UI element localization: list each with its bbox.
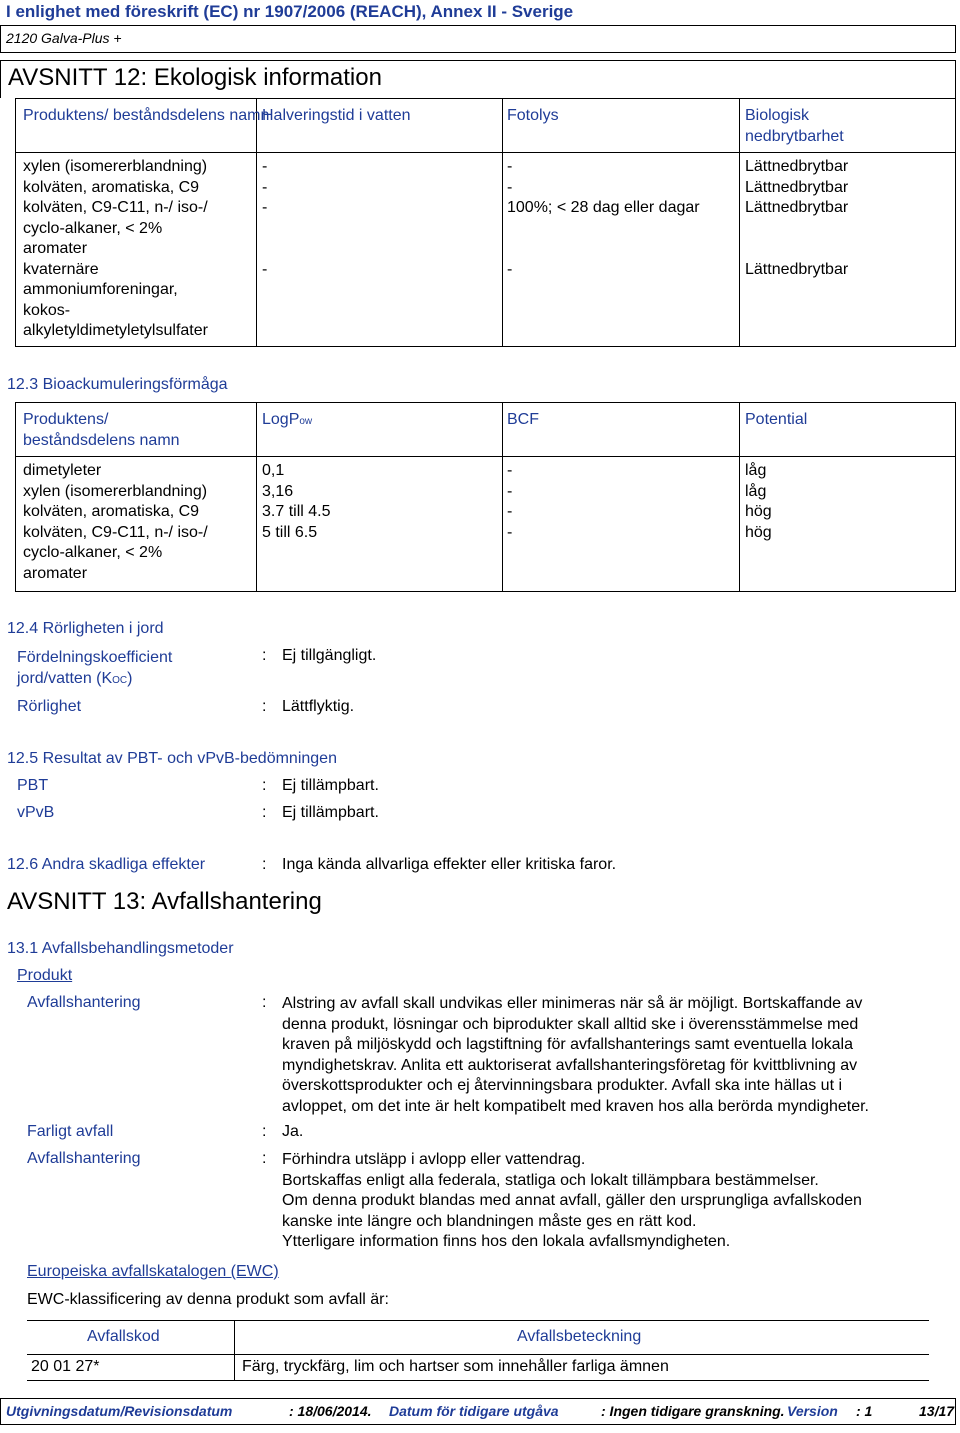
ewc-intro: EWC-klassificering av denna produkt som avfall är:	[27, 1291, 389, 1308]
photolysis-cell: - - 100%; < 28 dag eller dagar -	[507, 158, 700, 278]
section-12-6-title: 12.6 Andra skadliga effekter	[7, 856, 206, 873]
previous-date-label: Datum för tidigare utgåva	[389, 1403, 559, 1419]
version-label: Version	[787, 1403, 838, 1419]
degradation-table	[15, 98, 956, 347]
logpow-cell: 0,1 3,16 3.7 till 4.5 5 till 6.5	[262, 462, 331, 541]
bcf-cell: - - - -	[507, 462, 513, 541]
section-12-4-title: 12.4 Rörligheten i jord	[7, 620, 164, 637]
bioaccumulation-table	[15, 402, 956, 592]
col-header-biodegradability: Biologisk nedbrytbarhet	[745, 107, 844, 145]
half-life-cell: - - - -	[262, 158, 268, 278]
page-number: 13/17	[919, 1403, 955, 1419]
section-13-1-title: 13.1 Avfallsbehandlingsmetoder	[7, 940, 234, 957]
page-footer	[0, 1398, 956, 1425]
col-header-name: Produktens/ beståndsdelens namn	[23, 107, 270, 124]
pbt-value: Ej tillämpbart.	[282, 777, 379, 794]
koc-value: Ej tillgängligt.	[282, 647, 377, 664]
waste-handling-label: Avfallshantering	[27, 994, 141, 1011]
col-header-photolysis: Fotolys	[507, 107, 559, 124]
section-12-heading-box	[0, 60, 956, 98]
waste-code-cell: 20 01 27*	[31, 1358, 100, 1375]
section-13-title: AVSNITT 13: Avfallshantering	[7, 888, 322, 915]
ewc-table	[27, 1320, 929, 1381]
product-name-box	[0, 25, 956, 53]
col-header-half-life: Halveringstid i vatten	[262, 107, 411, 124]
previous-date-value: : Ingen tidigare granskning.	[601, 1403, 785, 1419]
pbt-label: PBT	[17, 777, 49, 794]
colon: :	[262, 777, 267, 794]
ingredient-name-cell: dimetyleter xylen (isomererblandning) kolväten, aromatiska, C9 kolväten, C9-C11, n-/ iso-/ cyclo-alkaner, < 2% aromater	[23, 462, 208, 582]
colon: :	[262, 698, 267, 715]
product-name: 2120 Galva-Plus +	[6, 30, 122, 46]
col-header-name: Produktens/ beståndsdelens namn	[23, 411, 180, 449]
section-12-3-title: 12.3 Bioackumuleringsförmåga	[7, 376, 228, 393]
issue-date-value: : 18/06/2014.	[289, 1403, 372, 1419]
col-header-bcf: BCF	[507, 411, 539, 428]
waste-designation-cell: Färg, tryckfärg, lim och hartser som innehåller farliga ämnen	[242, 1358, 669, 1375]
col-header-waste-code: Avfallskod	[87, 1328, 160, 1345]
ingredient-name-cell: xylen (isomererblandning) kolväten, aromatiska, C9 kolväten, C9-C11, n-/ iso-/ cyclo-alkaner, < 2% aromater kvaternäre ammoniumforeningar, kokos- alkyletyldimetyletylsulfater	[23, 158, 208, 339]
colon: :	[262, 1150, 267, 1167]
section-12-5-title: 12.5 Resultat av PBT- och vPvB-bedömningen	[7, 750, 337, 767]
biodegradability-cell: Lättnedbrytbar Lättnedbrytbar Lättnedbrytbar Lättnedbrytbar	[745, 158, 849, 278]
version-value: : 1	[856, 1403, 873, 1419]
waste-handling-text-2: Förhindra utsläpp i avlopp eller vattendrag. Bortskaffas enligt alla federala, statliga och lokalt tillämpbara bestämmelser. Om denna produkt blandas med annat avfall, gäller den ursprungliga avfallskoden kanske inte längre och blandningen måste ges en rätt kod. Ytterligare information finns hos den lokala avfallsmyndigheten.	[282, 1151, 862, 1250]
colon: :	[262, 994, 267, 1011]
colon: :	[262, 856, 267, 873]
issue-date-label: Utgivningsdatum/Revisionsdatum	[6, 1403, 233, 1419]
ewc-title: Europeiska avfallskatalogen (EWC)	[27, 1263, 279, 1280]
vpvb-value: Ej tillämpbart.	[282, 804, 379, 821]
colon: :	[262, 804, 267, 821]
hazardous-waste-label: Farligt avfall	[27, 1123, 114, 1140]
hazardous-waste-value: Ja.	[282, 1123, 304, 1140]
colon: :	[262, 1123, 267, 1140]
other-effects-value: Inga kända allvarliga effekter eller kritiska faror.	[282, 856, 617, 873]
document-header-title: I enlighet med föreskrift (EC) nr 1907/2006 (REACH), Annex II - Sverige	[6, 2, 574, 21]
colon: :	[262, 647, 267, 664]
koc-label: Fördelningskoefficient jord/vatten (KOC)	[17, 649, 173, 687]
col-header-potential: Potential	[745, 411, 808, 428]
col-header-waste-designation: Avfallsbeteckning	[517, 1328, 642, 1345]
product-subheading: Produkt	[17, 967, 73, 984]
potential-cell: låg låg hög hög	[745, 462, 772, 541]
section-12-title: AVSNITT 12: Ekologisk information	[8, 64, 382, 91]
mobility-value: Lättflyktig.	[282, 698, 355, 715]
vpvb-label: vPvB	[17, 804, 55, 821]
mobility-label: Rörlighet	[17, 698, 82, 715]
waste-handling-label-2: Avfallshantering	[27, 1150, 141, 1167]
waste-handling-text: Alstring av avfall skall undvikas eller minimeras när så är möjligt. Bortskaffande av denna produkt, lösningar och biprodukter skall alltid ske i överensstämmelse med kraven på miljöskydd och lagstiftning för avfallshanterings samt eventuella lokala myndighetskrav. Anlita ett auktoriserat avfallshanteringsföretag för kvittblivning av överskottsprodukter och ej återvinningsbara produkter. Avfall ska inte hällas ut i avloppet, om det inte är helt kompatibelt med kraven hos alla berörda myndigheter.	[282, 995, 869, 1115]
col-header-logpow: LogPow	[262, 411, 313, 428]
